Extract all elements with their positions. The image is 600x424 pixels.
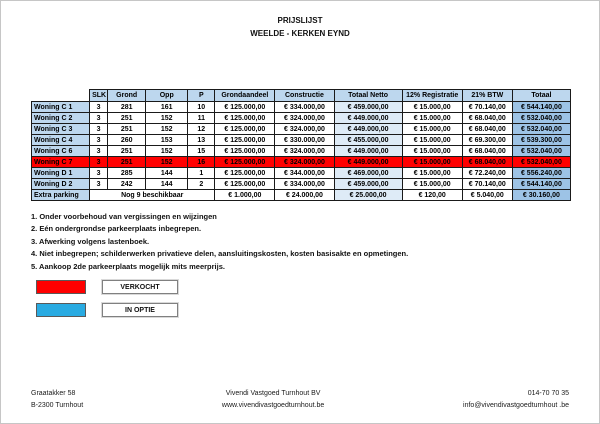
cell-grondaandeel: € 125.000,00 bbox=[215, 113, 275, 124]
cell-opp: 161 bbox=[146, 102, 188, 113]
cell-totaal: € 532.040,00 bbox=[512, 113, 570, 124]
footer-website: www.vivendivastgoedturnhout.be bbox=[221, 402, 325, 409]
row-label: Woning C 1 bbox=[32, 102, 90, 113]
title-line-1: PRIJSLIJST bbox=[277, 16, 323, 25]
cell-p: 2 bbox=[188, 179, 215, 190]
cell-grondaandeel: € 125.000,00 bbox=[215, 146, 275, 157]
row-label: Woning C 2 bbox=[32, 113, 90, 124]
footer-company-name: Vivendi Vastgoed Turnhout BV bbox=[225, 390, 321, 397]
corner-blank-cell bbox=[32, 90, 90, 102]
cell-totaal-netto: € 449.000,00 bbox=[334, 113, 402, 124]
cell-totaal-netto: € 469.000,00 bbox=[334, 168, 402, 179]
cell-totaal-netto: € 455.000,00 bbox=[334, 135, 402, 146]
cell-constructie: € 334.000,00 bbox=[275, 179, 334, 190]
cell-slk: 3 bbox=[90, 124, 108, 135]
legend-row-sold bbox=[36, 280, 178, 294]
col-header-totaal: Totaal bbox=[512, 90, 570, 102]
cell-slk: 3 bbox=[90, 146, 108, 157]
table-row bbox=[32, 135, 571, 146]
cell-p: 10 bbox=[188, 102, 215, 113]
cell-opp: 153 bbox=[146, 135, 188, 146]
title-line-2: WEELDE - KERKEN EYND bbox=[250, 29, 350, 38]
cell-totaal-netto: € 459.000,00 bbox=[334, 102, 402, 113]
footer-address bbox=[31, 388, 83, 412]
cell-totaal: € 532.040,00 bbox=[512, 157, 570, 168]
col-header-p: P bbox=[188, 90, 215, 102]
option-label: IN OPTIE bbox=[125, 306, 155, 314]
cell-registratie: € 15.000,00 bbox=[402, 124, 462, 135]
cell-btw: € 70.140,00 bbox=[462, 102, 512, 113]
cell-constructie: € 330.000,00 bbox=[275, 135, 334, 146]
cell-registratie: € 15.000,00 bbox=[402, 135, 462, 146]
footer-address-line2: B-2300 Turnhout bbox=[31, 402, 84, 409]
cell-btw: € 72.240,00 bbox=[462, 168, 512, 179]
cell-totaal-netto: € 449.000,00 bbox=[334, 124, 402, 135]
cell-totaal-netto: € 25.000,00 bbox=[334, 190, 402, 201]
cell-opp: 152 bbox=[146, 146, 188, 157]
cell-btw: € 68.040,00 bbox=[462, 124, 512, 135]
table-row-extra-parking bbox=[32, 190, 571, 201]
cell-slk: 3 bbox=[90, 102, 108, 113]
cell-constructie: € 344.000,00 bbox=[275, 168, 334, 179]
sold-label-box bbox=[102, 280, 178, 294]
cell-constructie: € 324.000,00 bbox=[275, 157, 334, 168]
cell-totaal-netto: € 449.000,00 bbox=[334, 146, 402, 157]
cell-opp: 144 bbox=[146, 179, 188, 190]
col-header-opp: Opp bbox=[146, 90, 188, 102]
cell-registratie: € 15.000,00 bbox=[402, 157, 462, 168]
cell-p: 13 bbox=[188, 135, 215, 146]
footer-contact bbox=[463, 388, 569, 412]
table-row bbox=[32, 168, 571, 179]
note-item: 1. Onder voorbehoud van vergissingen en wijzingen bbox=[31, 212, 217, 221]
note-item: 2. Eén ondergrondse parkeerplaats inbegrepen. bbox=[31, 224, 202, 234]
note-item: 5. Aankoop 2de parkeerplaats mogelijk mits meerprijs. bbox=[31, 261, 225, 271]
cell-registratie: € 15.000,00 bbox=[402, 113, 462, 124]
cell-grondaandeel: € 125.000,00 bbox=[215, 135, 275, 146]
col-header-totaal-netto: Totaal Netto bbox=[334, 90, 402, 102]
document-title bbox=[1, 14, 599, 40]
footer-address-line1: Graatakker 58 bbox=[31, 390, 76, 397]
cell-p: 16 bbox=[188, 157, 215, 168]
cell-totaal: € 532.040,00 bbox=[512, 124, 570, 135]
cell-totaal: € 544.140,00 bbox=[512, 179, 570, 190]
cell-btw: € 69.300,00 bbox=[462, 135, 512, 146]
cell-grond: 260 bbox=[108, 135, 146, 146]
cell-totaal-netto: € 449.000,00 bbox=[334, 157, 402, 168]
row-label: Woning C 4 bbox=[32, 135, 90, 146]
cell-registratie: € 120,00 bbox=[402, 190, 462, 201]
cell-opp: 144 bbox=[146, 168, 188, 179]
cell-btw: € 68.040,00 bbox=[462, 113, 512, 124]
option-color-swatch bbox=[36, 303, 86, 317]
cell-opp: 152 bbox=[146, 113, 188, 124]
note-item: 3. Afwerking volgens lastenboek. bbox=[31, 236, 150, 246]
table-row bbox=[32, 179, 571, 190]
cell-p: 12 bbox=[188, 124, 215, 135]
cell-p: 1 bbox=[188, 168, 215, 179]
cell-slk: 3 bbox=[90, 135, 108, 146]
cell-btw: € 70.140,00 bbox=[462, 179, 512, 190]
cell-grond: 285 bbox=[108, 168, 146, 179]
cell-registratie: € 15.000,00 bbox=[402, 179, 462, 190]
table-row bbox=[32, 113, 571, 124]
cell-constructie: € 324.000,00 bbox=[275, 124, 334, 135]
col-header-constructie: Constructie bbox=[275, 90, 334, 102]
col-header-slk: SLK bbox=[90, 90, 108, 102]
cell-grond: 251 bbox=[108, 124, 146, 135]
row-label: Woning C 3 bbox=[32, 124, 90, 135]
cell-registratie: € 15.000,00 bbox=[402, 168, 462, 179]
cell-opp: 152 bbox=[146, 124, 188, 135]
footer-company bbox=[222, 388, 324, 412]
cell-totaal: € 544.140,00 bbox=[512, 102, 570, 113]
price-table bbox=[31, 89, 571, 201]
legend bbox=[36, 280, 178, 326]
col-header-grond: Grond bbox=[108, 90, 146, 102]
cell-btw: € 5.040,00 bbox=[462, 190, 512, 201]
notes-list bbox=[31, 211, 579, 273]
table-row bbox=[32, 146, 571, 157]
col-header-registratie: 12% Registratie bbox=[402, 90, 462, 102]
option-label-box bbox=[102, 303, 178, 317]
cell-totaal: € 556.240,00 bbox=[512, 168, 570, 179]
cell-slk: 3 bbox=[90, 113, 108, 124]
cell-constructie: € 324.000,00 bbox=[275, 113, 334, 124]
cell-totaal: € 30.160,00 bbox=[512, 190, 570, 201]
cell-grondaandeel: € 125.000,00 bbox=[215, 168, 275, 179]
cell-grondaandeel: € 125.000,00 bbox=[215, 179, 275, 190]
cell-availability: Nog 9 beschikbaar bbox=[90, 190, 215, 201]
cell-grond: 242 bbox=[108, 179, 146, 190]
table-row bbox=[32, 102, 571, 113]
cell-grondaandeel: € 1.000,00 bbox=[215, 190, 275, 201]
cell-grondaandeel: € 125.000,00 bbox=[215, 124, 275, 135]
cell-grond: 251 bbox=[108, 157, 146, 168]
cell-registratie: € 15.000,00 bbox=[402, 146, 462, 157]
table-row bbox=[32, 124, 571, 135]
cell-grondaandeel: € 125.000,00 bbox=[215, 157, 275, 168]
row-label: Woning D 1 bbox=[32, 168, 90, 179]
cell-btw: € 68.040,00 bbox=[462, 146, 512, 157]
sold-color-swatch bbox=[36, 280, 86, 294]
table-row-sold bbox=[32, 157, 571, 168]
footer bbox=[31, 388, 569, 412]
cell-constructie: € 334.000,00 bbox=[275, 102, 334, 113]
table-header-row bbox=[32, 90, 571, 102]
cell-grond: 251 bbox=[108, 146, 146, 157]
cell-grondaandeel: € 125.000,00 bbox=[215, 102, 275, 113]
cell-slk: 3 bbox=[90, 179, 108, 190]
cell-constructie: € 324.000,00 bbox=[275, 146, 334, 157]
cell-p: 15 bbox=[188, 146, 215, 157]
row-label: Extra parking bbox=[32, 190, 90, 201]
cell-grond: 281 bbox=[108, 102, 146, 113]
sold-label: VERKOCHT bbox=[120, 283, 160, 291]
cell-grond: 251 bbox=[108, 113, 146, 124]
cell-slk: 3 bbox=[90, 168, 108, 179]
row-label: Woning C 7 bbox=[32, 157, 90, 168]
cell-totaal: € 532.040,00 bbox=[512, 146, 570, 157]
col-header-btw: 21% BTW bbox=[462, 90, 512, 102]
cell-btw: € 68.040,00 bbox=[462, 157, 512, 168]
col-header-grondaandeel: Grondaandeel bbox=[215, 90, 275, 102]
cell-totaal: € 539.300,00 bbox=[512, 135, 570, 146]
footer-phone: 014-70 70 35 bbox=[527, 390, 569, 397]
cell-opp: 152 bbox=[146, 157, 188, 168]
cell-totaal-netto: € 459.000,00 bbox=[334, 179, 402, 190]
note-item: 4. Niet inbegrepen; schilderwerken privatieve delen, aansluitingskosten, kosten basisakte en opmetingen. bbox=[31, 249, 409, 259]
legend-row-option bbox=[36, 303, 178, 317]
row-label: Woning D 2 bbox=[32, 179, 90, 190]
cell-constructie: € 24.000,00 bbox=[275, 190, 334, 201]
cell-slk: 3 bbox=[90, 157, 108, 168]
cell-p: 11 bbox=[188, 113, 215, 124]
cell-registratie: € 15.000,00 bbox=[402, 102, 462, 113]
footer-email: info@vivendivastgoedturnhout .be bbox=[463, 402, 569, 409]
row-label: Woning C 6 bbox=[32, 146, 90, 157]
